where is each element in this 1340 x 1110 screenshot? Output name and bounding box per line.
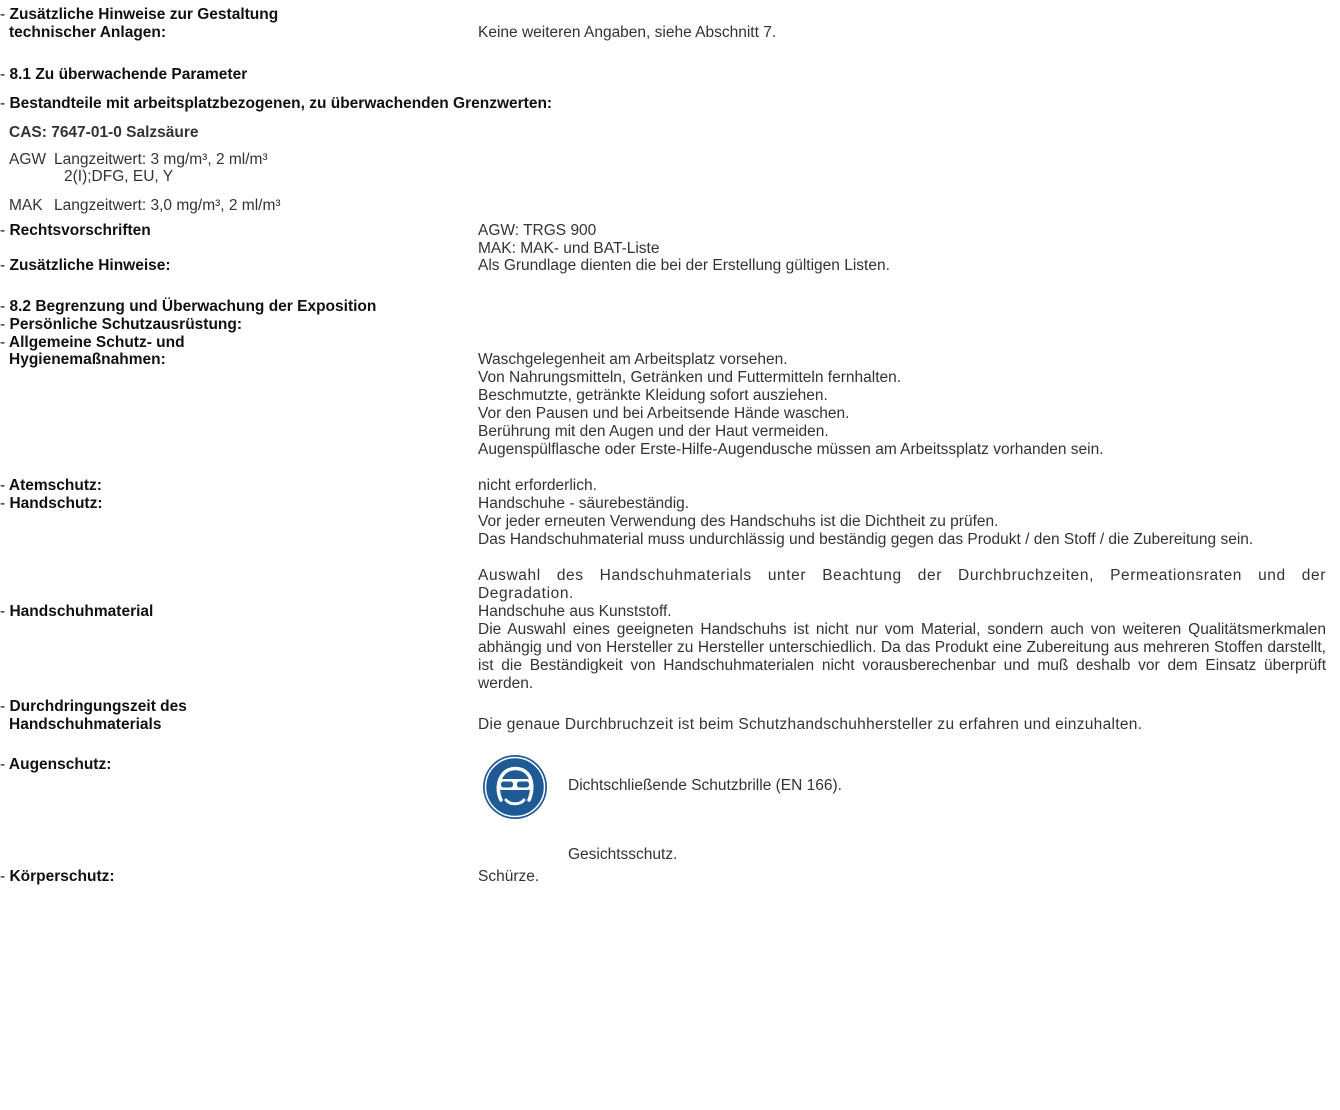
hand-text: Vor jeder erneuten Verwendung des Handschuhs ist die Dichtheit zu prüfen.	[478, 513, 999, 530]
agw-abbr: AGW	[9, 151, 47, 168]
tech-label-line1: - Zusätzliche Hinweise zur Gestaltung	[0, 6, 279, 23]
hand-text: Auswahl des Handschuhmaterials unter Beachtung der Durchbruchzeiten, Permeationsraten und der Degradation.	[478, 567, 1326, 602]
glove-material-label: - Handschuhmaterial	[0, 603, 154, 620]
heading-components: - Bestandteile mit arbeitsplatzbezogenen, zu überwachenden Grenzwerten:	[0, 95, 553, 112]
extra-notes-label: - Zusätzliche Hinweise:	[0, 257, 171, 274]
mak-value: Langzeitwert: 3,0 mg/m³, 2 ml/m³	[54, 197, 281, 214]
tech-value: Keine weiteren Angaben, siehe Abschnitt 7.	[478, 24, 777, 41]
hygiene-line: Von Nahrungsmitteln, Getränken und Futtermitteln fernhalten.	[478, 369, 902, 386]
respiratory-label: - Atemschutz:	[0, 477, 102, 494]
respiratory-value: nicht erforderlich.	[478, 477, 597, 494]
bullet-dash: -	[0, 6, 6, 23]
hygiene-line: Beschmutzte, getränkte Kleidung sofort ausziehen.	[478, 387, 828, 404]
legal-label: - Rechtsvorschriften	[0, 222, 151, 239]
legal-value-2: MAK: MAK- und BAT-Liste	[478, 240, 660, 257]
legal-value-1: AGW: TRGS 900	[478, 222, 597, 239]
penetration-label-line2: Handschuhmaterials	[9, 716, 162, 733]
heading-8-1: - 8.1 Zu überwachende Parameter	[0, 66, 248, 83]
extra-notes-value: Als Grundlage dienten die bei der Erstellung gültigen Listen.	[478, 257, 890, 274]
hygiene-line: Augenspülflasche oder Erste-Hilfe-Augendusche müssen am Arbeitssplatz vorhanden sein.	[478, 441, 1104, 458]
tech-label-line2: technischer Anlagen:	[9, 24, 167, 41]
hygiene-line: Vor den Pausen und bei Arbeitsende Hände waschen.	[478, 405, 850, 422]
agw-value: Langzeitwert: 3 mg/m³, 2 ml/m³	[54, 151, 268, 168]
eye-protection-mandatory-icon	[482, 754, 548, 825]
heading-8-2: - 8.2 Begrenzung und Überwachung der Exposition	[0, 298, 377, 315]
hand-text: Das Handschuhmaterial muss undurchlässig und beständig gegen das Produkt / den Stoff / die Zubereitung sein.	[478, 531, 1254, 548]
body-protection-label: - Körperschutz:	[0, 868, 115, 885]
hygiene-label-line2: Hygienemaßnahmen:	[9, 351, 166, 368]
glove-material-text: Handschuhe aus Kunststoff.	[478, 603, 672, 620]
eye-value-2: Gesichtsschutz.	[568, 846, 678, 863]
hygiene-line: Waschgelegenheit am Arbeitsplatz vorsehen.	[478, 351, 788, 368]
penetration-label-line1: - Durchdringungszeit des	[0, 698, 187, 715]
eye-label: - Augenschutz:	[0, 756, 112, 773]
hygiene-label-line1: - Allgemeine Schutz- und	[0, 334, 185, 351]
eye-value-1: Dichtschließende Schutzbrille (EN 166).	[568, 777, 842, 794]
hand-label: - Handschutz:	[0, 495, 103, 512]
hand-text: Handschuhe - säurebeständig.	[478, 495, 690, 512]
glove-material-text: Die Auswahl eines geeigneten Handschuhs ist nicht nur vom Material, sondern auch von weiteren Qualitätsmerkmalen abhängig und von Hersteller zu Hersteller unterschiedlich. Da das Produkt eine Zubereitung aus mehreren Stoffen darstellt, ist die Beständigkeit von Handschuhmaterialen nicht vorausberechenbar und muß deshalb vor dem Einsatz überprüft werden.	[478, 621, 1326, 692]
substance-name: CAS: 7647-01-0 Salzsäure	[9, 124, 199, 141]
agw-note: 2(I);DFG, EU, Y	[64, 168, 174, 185]
penetration-value: Die genaue Durchbruchzeit ist beim Schutzhandschuhhersteller zu erfahren und einzuhalten.	[478, 716, 1143, 733]
mak-abbr: MAK	[9, 197, 43, 214]
ppe-heading: - Persönliche Schutzausrüstung:	[0, 316, 243, 333]
hygiene-line: Berührung mit den Augen und der Haut vermeiden.	[478, 423, 829, 440]
body-protection-value: Schürze.	[478, 868, 540, 885]
